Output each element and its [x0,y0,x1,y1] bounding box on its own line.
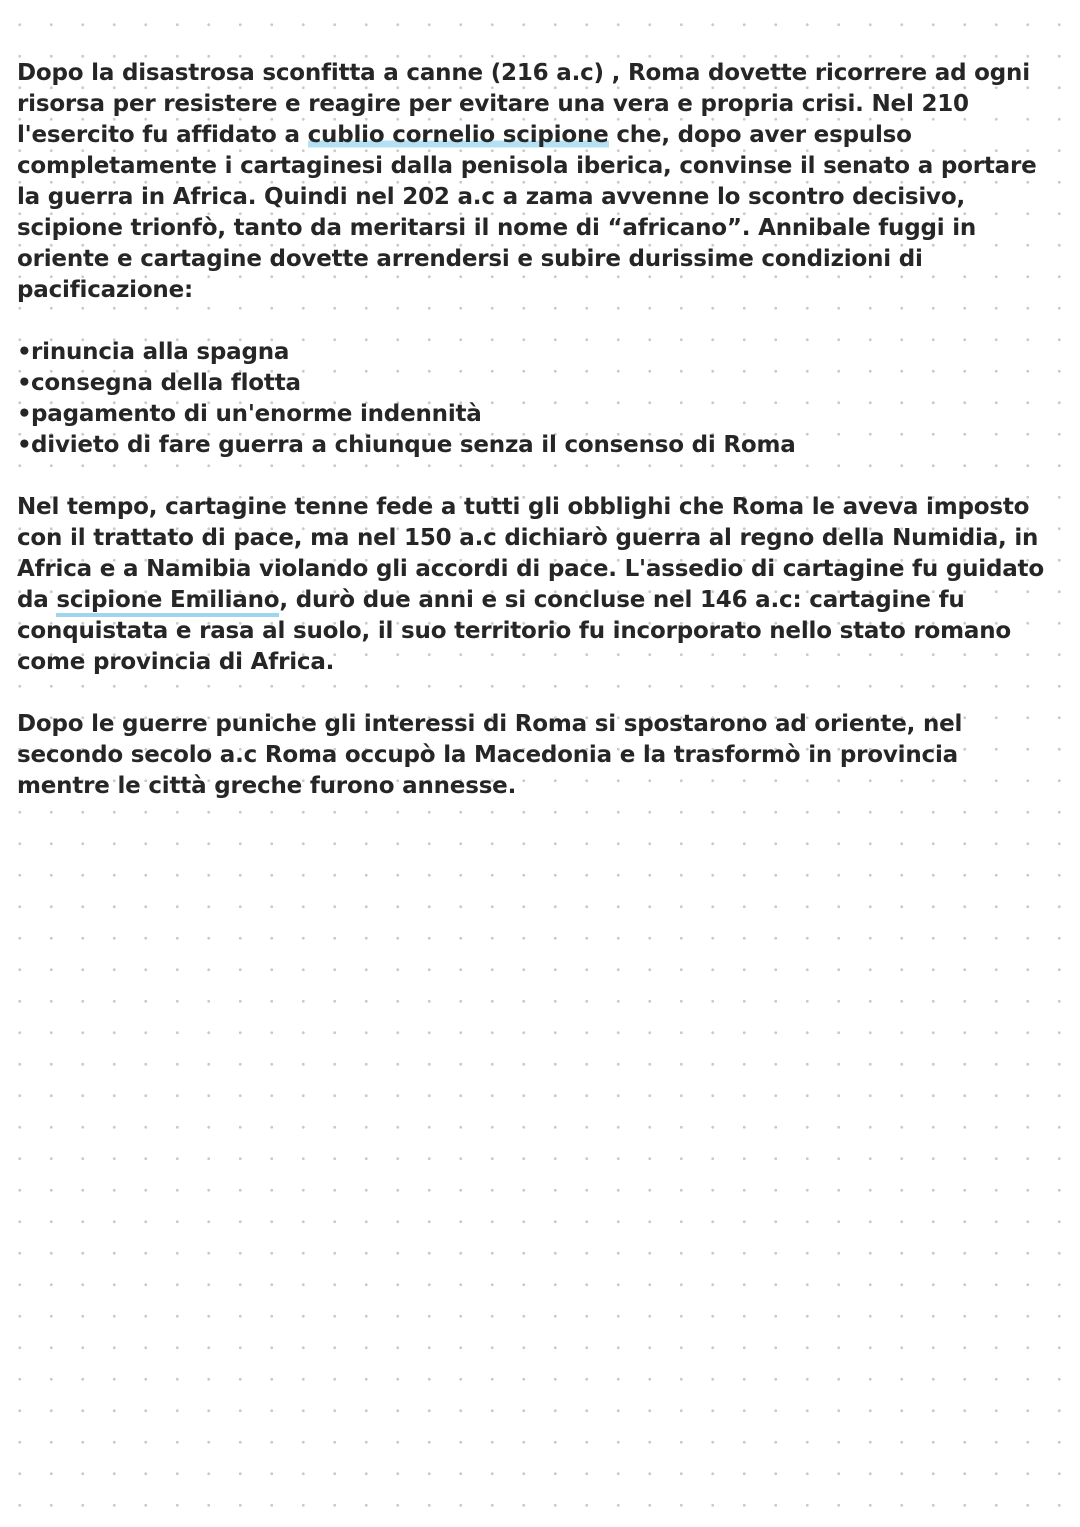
bullet-icon: • [17,401,32,427]
notes-page [17,58,1057,802]
bullet-icon: • [17,370,32,396]
text: Dopo la disastrosa sconfitta a canne (216 a.c) , Roma dovette ricorrere ad ogni risorsa per resistere e reagire per evitare una vera e propria crisi. Nel 210 l'esercito fu affidato a [17,60,1030,148]
paragraph-intro [17,58,1057,306]
text: Nel tempo, cartagine tenne fede a tutti gli obblighi che Roma le aveva imposto con il trattato di pace, ma nel 150 a.c dichiarò guerra al regno della Numidia, in Africa e a Namibia violando gli accordi di pace. L'assedio di cartagine fu guidato da [17,494,1044,613]
list-item: •divieto di fare guerra a chiunque senza il consenso di Roma [17,430,1057,461]
bullet-icon: • [17,339,32,365]
conditions-list [17,337,1057,461]
paragraph-orient [17,709,1057,802]
spacer [17,306,1057,337]
spacer [17,678,1057,709]
highlighted-name: cublio cornelio scipione [307,122,609,148]
list-item: •rinuncia alla spagna [17,337,1057,368]
bullet-icon: • [17,432,32,458]
paragraph-carthage [17,492,1057,678]
text: , durò due anni e si concluse nel 146 a.c: cartagine fu conquistata e rasa al suolo, il suo territorio fu incorporato nello stato romano come provincia di Africa. [17,587,1012,675]
text: che, dopo aver espulso completamente i cartaginesi dalla penisola iberica, convinse il senato a portare la guerra in Africa. Quindi nel 202 a.c a zama avvenne lo scontro decisivo, scipione trionfò, tanto da meritarsi il nome di “africano”. Annibale fuggi in oriente e cartagine dovette arrendersi e subire durissime condizioni di pacificazione: [17,122,1037,303]
list-item: •consegna della flotta [17,368,1057,399]
spacer [17,461,1057,492]
text: Dopo le guerre puniche gli interessi di Roma si spostarono ad oriente, nel secondo secolo a.c Roma occupò la Macedonia e la trasformò in provincia mentre le città greche furono annesse. [17,711,963,799]
underlined-name: scipione Emiliano [56,587,279,617]
list-item: •pagamento di un'enorme indennità [17,399,1057,430]
